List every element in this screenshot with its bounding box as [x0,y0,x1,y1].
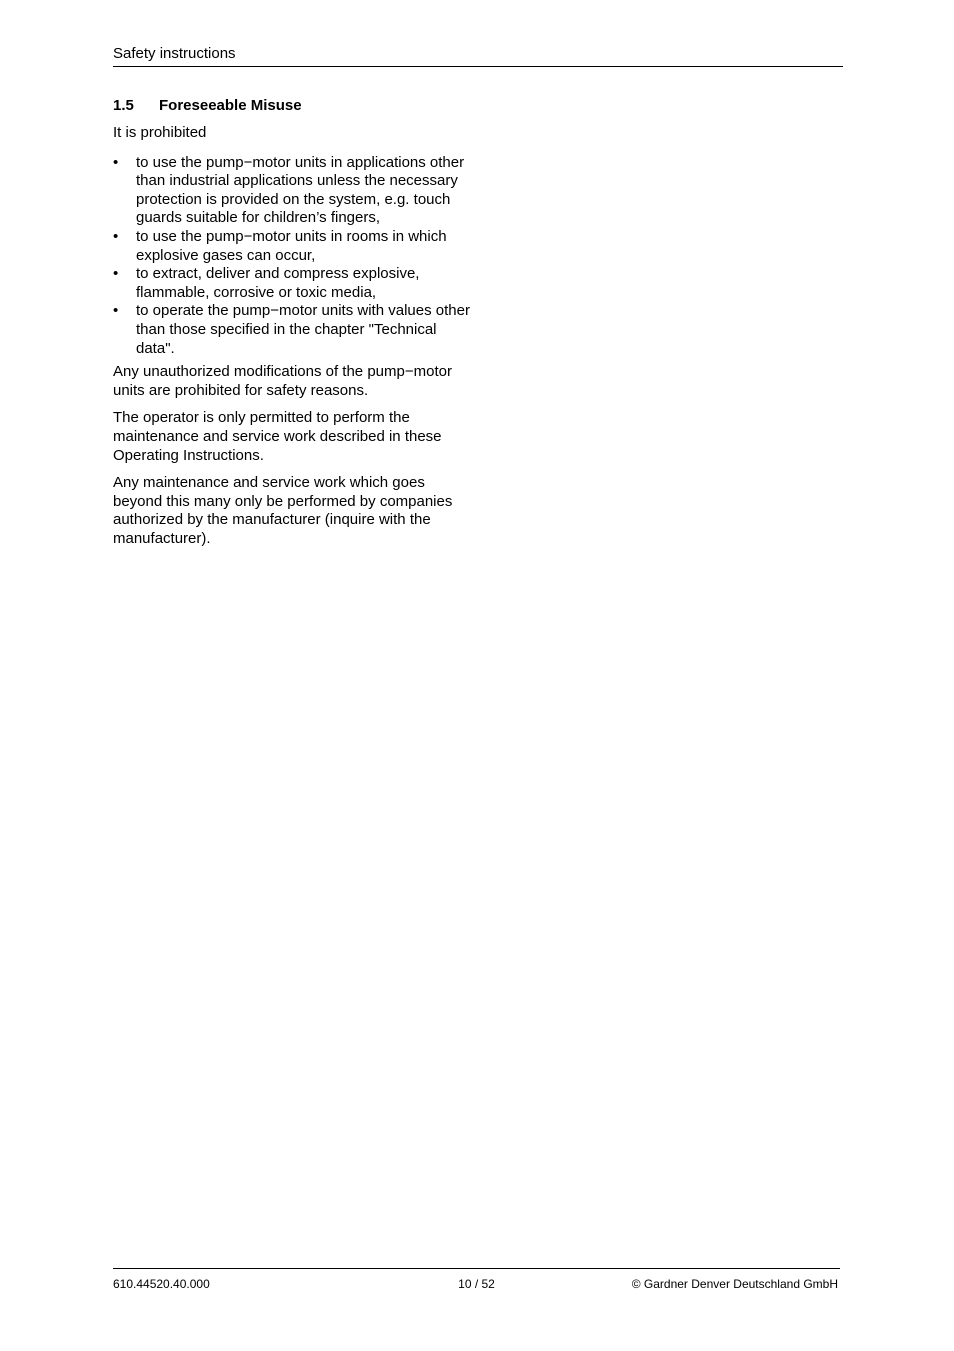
paragraph-operator: The operator is only permitted to perform the maintenance and service work described in these Operating Instructions. [113,409,442,464]
list-item [113,265,473,302]
page-header [113,44,843,67]
main-content [113,97,473,557]
header-title: Safety instructions [113,45,236,62]
paragraph-modifications: Any unauthorized modifications of the pump−motor units are prohibited for safety reasons. [113,363,452,399]
list-item-text: to use the pump−motor units in rooms in which explosive gases can occur, [136,227,447,264]
list-item [113,302,473,358]
bullet-icon: • [113,153,119,171]
list-item-text: to use the pump−motor units in applications other than industrial applications unless the necessary protection is provided on the system, e.g. touch guards suitable for children’s fingers, [136,153,465,227]
list-item-text: to extract, deliver and compress explosive, flammable, corrosive or toxic media, [136,265,420,301]
copyright-notice: © Gardner Denver Deutschland GmbH [631,1277,838,1291]
paragraph-maintenance: Any maintenance and service work which goes beyond this many only be performed by companies authorized by the manufacturer (inquire with the manufacturer). [113,474,453,547]
bullet-icon: • [113,265,119,283]
intro-text: It is prohibited [113,124,207,141]
section-heading [113,97,473,115]
section-number: 1.5 [113,97,134,114]
bullet-icon: • [113,227,119,245]
section-title: Foreseeable Misuse [159,97,302,114]
prohibition-list [113,154,473,359]
page-number: 10 / 52 [458,1277,495,1291]
bullet-icon: • [113,302,119,320]
list-item [113,228,473,265]
page-footer [113,1268,840,1291]
list-item [113,154,473,228]
list-item-text: to operate the pump−motor units with values other than those specified in the chapter "Technical data". [136,302,470,357]
document-number: 610.44520.40.000 [113,1277,210,1291]
